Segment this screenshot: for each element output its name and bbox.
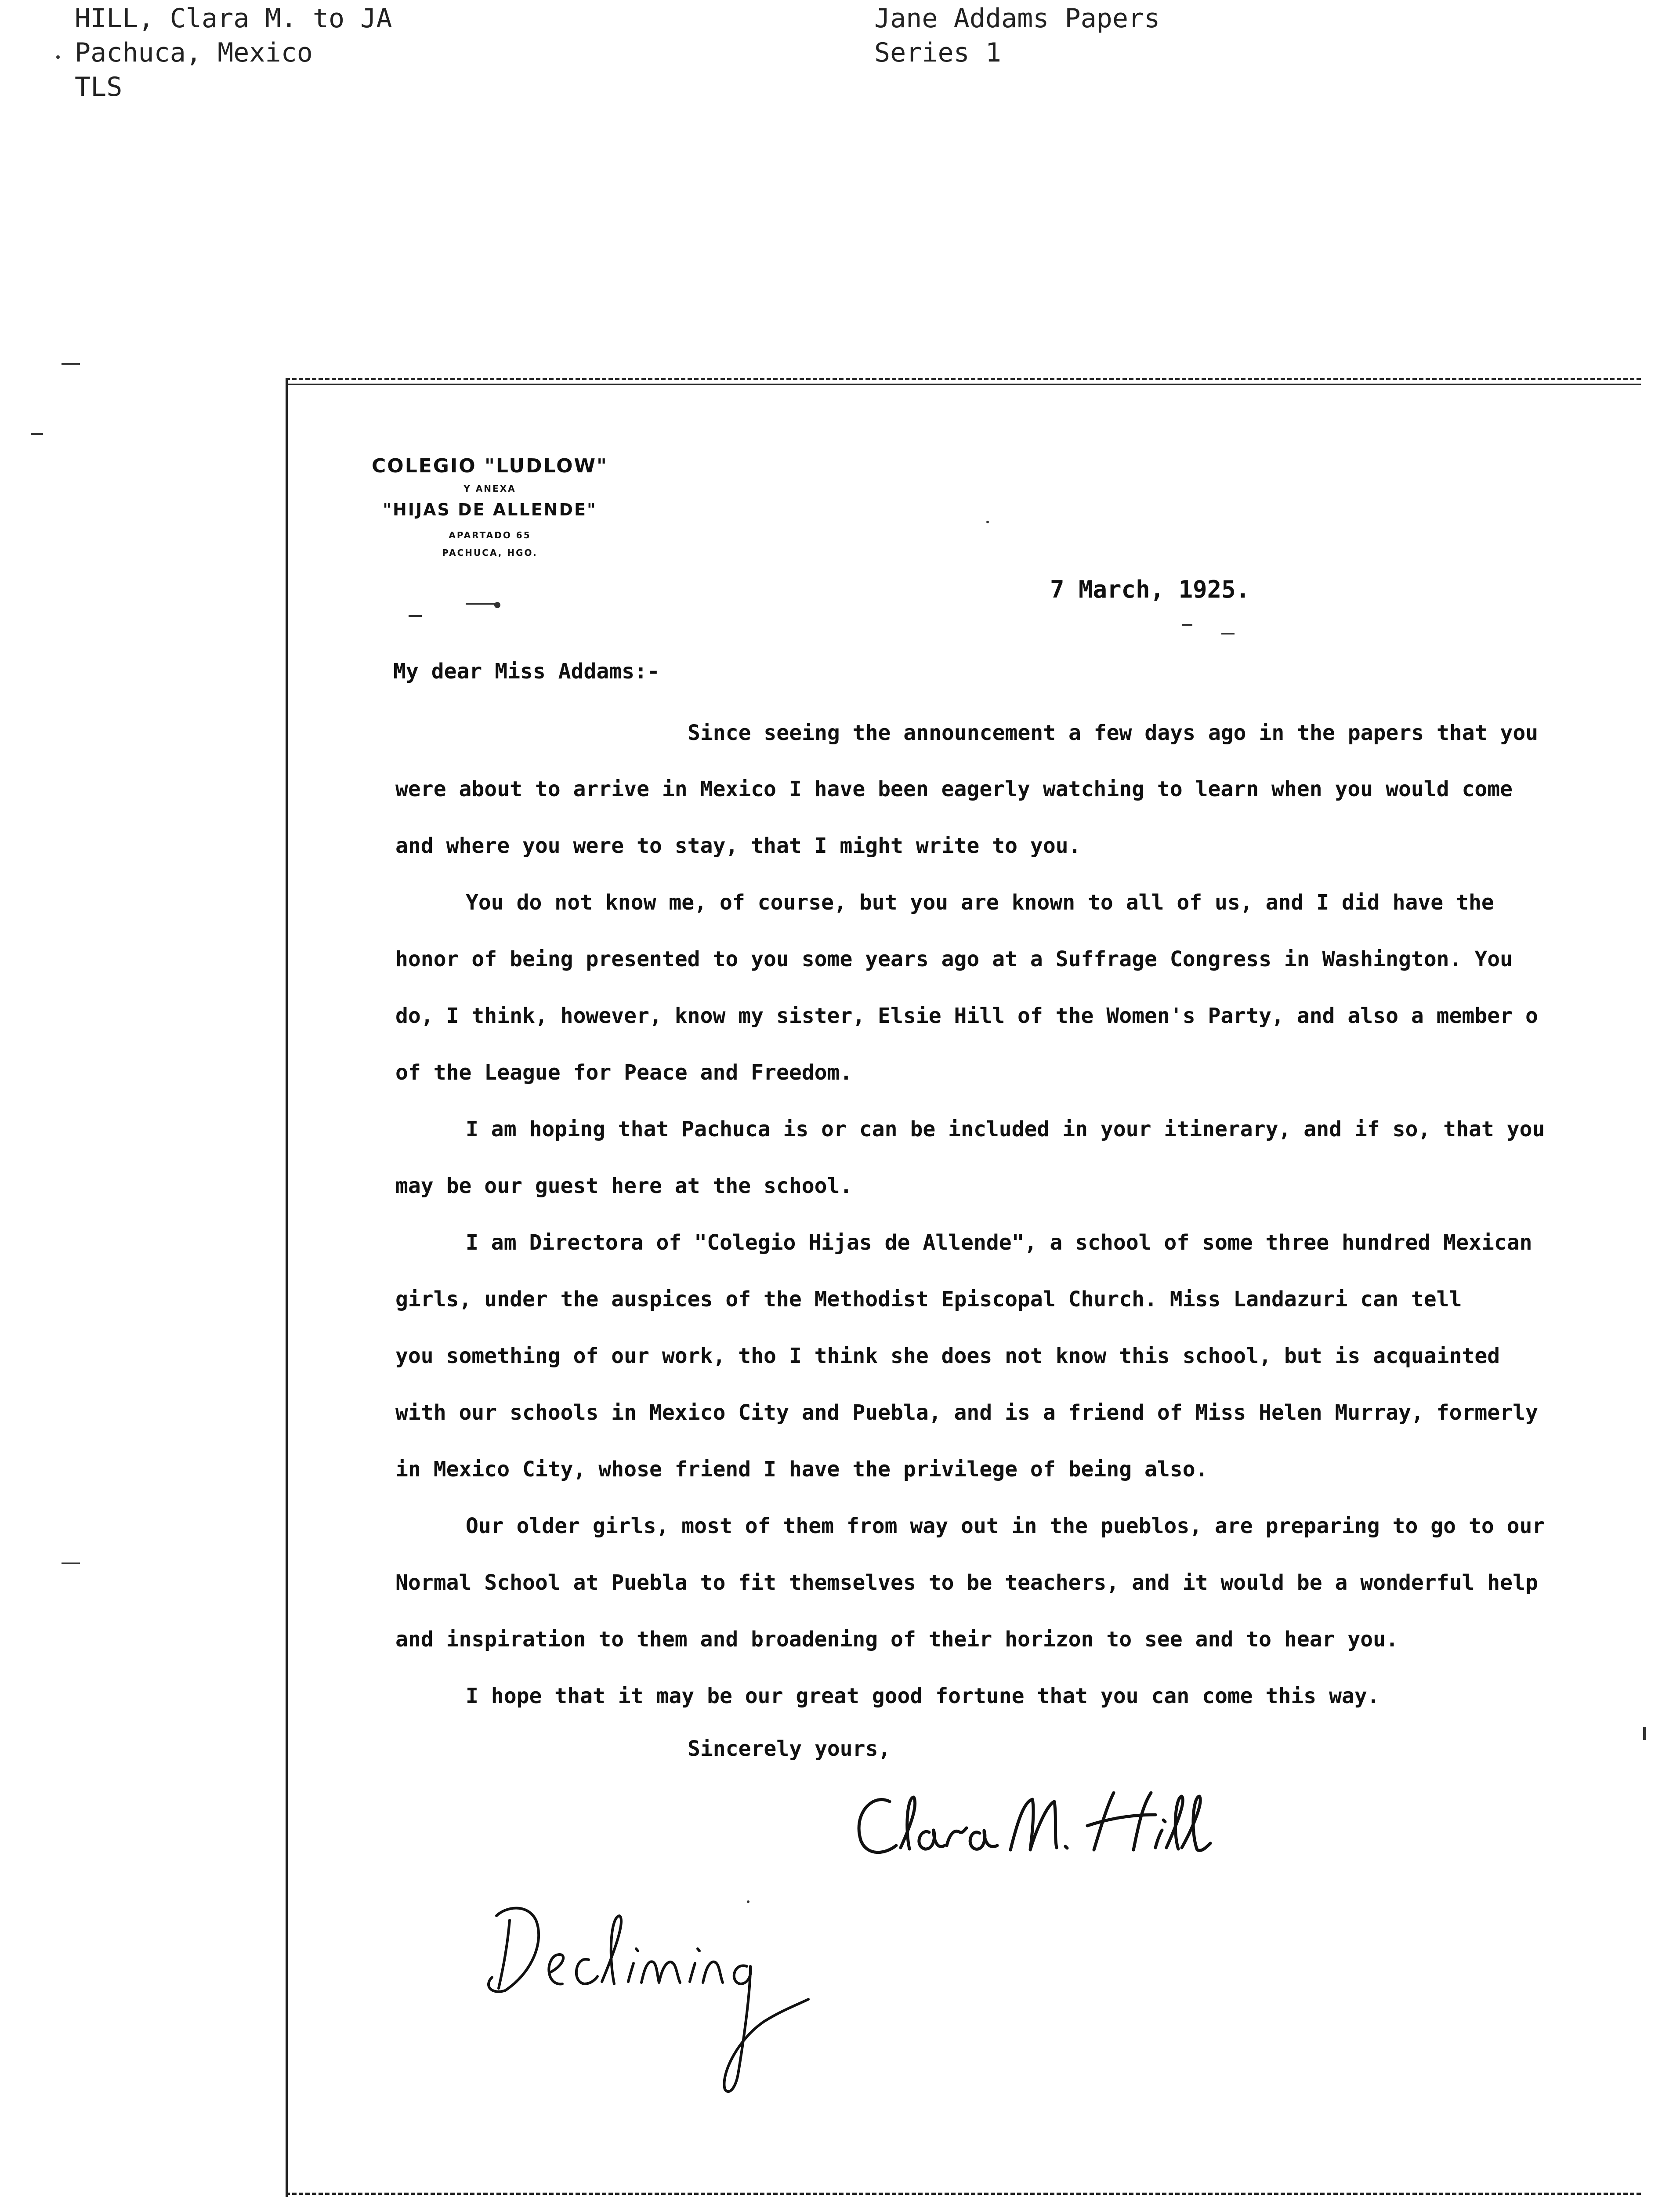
letterhead-name: COLEGIO "LUDLOW" (372, 455, 608, 477)
letterhead-dot (494, 602, 500, 608)
scan-speck (986, 521, 989, 523)
archive-collection-line: Jane Addams Papers (874, 3, 1160, 34)
margin-mark (31, 433, 43, 435)
letterhead (338, 453, 641, 562)
letterhead-mark (466, 603, 495, 605)
archive-type-line: TLS (75, 72, 123, 102)
letterhead-annex: Y ANEXA (463, 483, 516, 494)
frame-bottom-rule (286, 2193, 1641, 2195)
scan-speck (747, 1900, 749, 1903)
frame-top-rule-inner (286, 384, 1641, 385)
letter-line: Our older girls, most of them from way out in the pueblos, are preparing to go to our (466, 1514, 1545, 1538)
letter-line: do, I think, however, know my sister, Elsie Hill of the Women's Party, and also a member o (395, 1004, 1538, 1028)
letterhead-mark (409, 615, 422, 617)
archive-correspondent-line: HILL, Clara M. to JA (75, 3, 392, 34)
letter-date: 7 March, 1925. (1050, 576, 1250, 603)
scan-speck (56, 55, 60, 59)
letter-line: Normal School at Puebla to fit themselves to be teachers, and it would be a wonderful help (395, 1570, 1538, 1595)
letter-line: I am hoping that Pachuca is or can be included in your itinerary, and if so, that you (466, 1117, 1545, 1142)
letter-line: and where you were to stay, that I might write to you. (395, 834, 1081, 858)
letterhead-school: "HIJAS DE ALLENDE" (383, 500, 597, 519)
letter-line: girls, under the auspices of the Methodist Episcopal Church. Miss Landazuri can tell (395, 1287, 1462, 1312)
letter-line: honor of being presented to you some years ago at a Suffrage Congress in Washington. You (395, 947, 1513, 972)
frame-left-edge (286, 378, 288, 2197)
frame-top-rule (286, 378, 1641, 380)
margin-mark (62, 363, 80, 365)
margin-mark (1643, 1727, 1646, 1740)
letter-salutation: My dear Miss Addams:- (393, 659, 660, 684)
letter-line: may be our guest here at the school. (395, 1174, 853, 1198)
letter-line: Since seeing the announcement a few days ago in the papers that you (688, 721, 1539, 745)
handwritten-note-declining (457, 1889, 905, 2135)
archive-place-line: Pachuca, Mexico (75, 37, 313, 68)
letter-line: in Mexico City, whose friend I have the privilege of being also. (395, 1457, 1208, 1482)
letter-line: I hope that it may be our great good fortune that you can come this way. (466, 1684, 1380, 1708)
archive-series-line: Series 1 (874, 37, 1001, 68)
letterhead-city: PACHUCA, HGO. (442, 547, 538, 558)
date-mark (1221, 633, 1235, 634)
letter-line: and inspiration to them and broadening of their horizon to see and to hear you. (395, 1627, 1398, 1652)
letterhead-box: APARTADO 65 (449, 530, 531, 540)
letter-line: of the League for Peace and Freedom. (395, 1060, 853, 1085)
date-mark (1182, 624, 1192, 626)
letter-line: I am Directora of "Colegio Hijas de Allende", a school of some three hundred Mexican (466, 1230, 1532, 1255)
margin-mark (62, 1563, 80, 1564)
letter-line: You do not know me, of course, but you are known to all of us, and I did have the (466, 890, 1494, 915)
letter-line: you something of our work, tho I think she does not know this school, but is acquainted (395, 1344, 1500, 1368)
signature-clara-m-hill (848, 1784, 1217, 1872)
letter-line: were about to arrive in Mexico I have been eagerly watching to learn when you would come (395, 777, 1513, 801)
letter-closing: Sincerely yours, (688, 1737, 891, 1761)
letter-line: with our schools in Mexico City and Puebla, and is a friend of Miss Helen Murray, formerly (395, 1400, 1538, 1425)
